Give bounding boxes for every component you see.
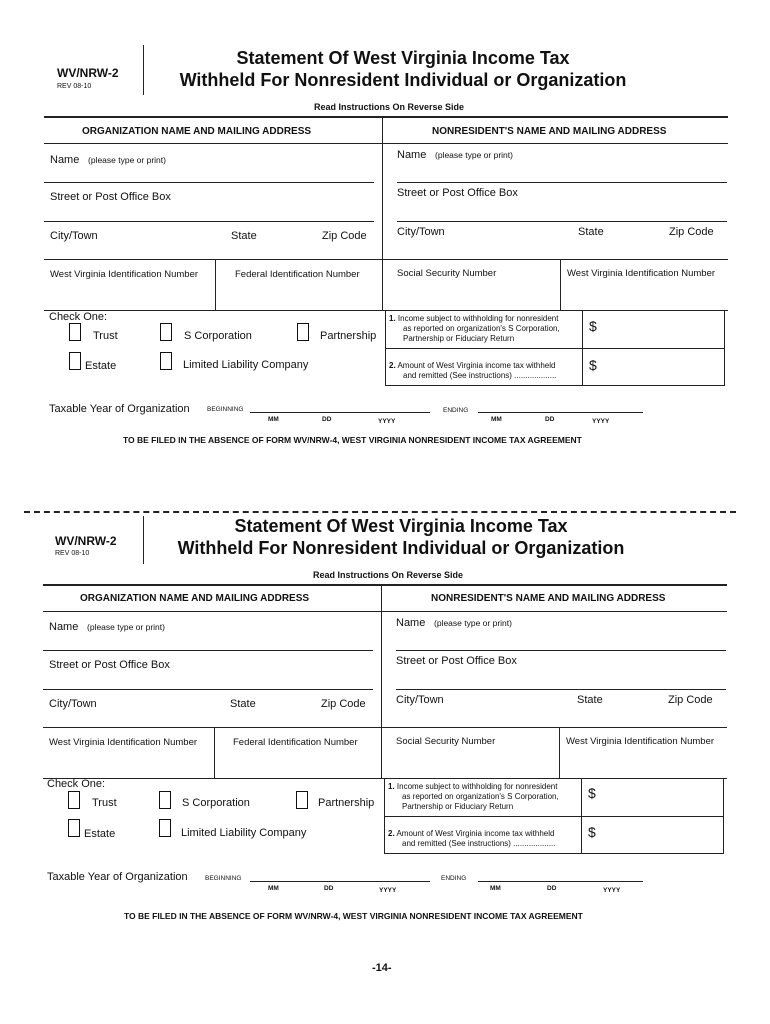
org-id-divider: [215, 259, 216, 310]
nonres-street-rule: [397, 221, 727, 222]
form-id: WV/NRW-2: [57, 66, 119, 80]
nonres-street-field[interactable]: [540, 184, 729, 204]
end-yyyy: YYYY: [592, 418, 610, 425]
trust-checkbox[interactable]: [69, 323, 81, 341]
org-street-field[interactable]: [190, 188, 379, 208]
end-dd: DD: [547, 885, 557, 892]
beginning-date-field[interactable]: [252, 398, 432, 414]
nonres-state-label: State: [578, 226, 604, 238]
org-header: ORGANIZATION NAME AND MAILING ADDRESS: [80, 593, 310, 604]
form-revision: REV 08-10: [55, 550, 90, 557]
top-rule: [44, 116, 728, 118]
nonres-id-divider: [560, 259, 561, 310]
begin-mm: MM: [268, 885, 279, 892]
begin-mm: MM: [268, 416, 279, 423]
filed-notice: TO BE FILED IN THE ABSENCE OF FORM WV/NRW-4, WEST VIRGINIA NONRESIDENT INCOME TAX AGREEMENT: [124, 911, 583, 921]
llc-label: Limited Liability Company: [181, 827, 307, 839]
line2-amount-field[interactable]: [601, 822, 723, 848]
form-title-line1: Statement Of West Virginia Income Tax: [236, 48, 570, 68]
nonres-street-label: Street or Post Office Box: [397, 187, 518, 199]
top-rule: [43, 584, 727, 586]
line2-dollar: $: [589, 357, 597, 373]
begin-yyyy: YYYY: [378, 418, 396, 425]
org-street-rule: [43, 689, 373, 690]
org-fed-id-label: Federal Identification Number: [235, 269, 360, 280]
org-header: ORGANIZATION NAME AND MAILING ADDRESS: [82, 126, 312, 137]
nonres-name-label: Name: [396, 617, 426, 629]
end-yyyy: YYYY: [603, 887, 621, 894]
partnership-checkbox[interactable]: [296, 791, 308, 809]
nonres-ssn-label: Social Security Number: [396, 736, 496, 747]
end-mm: MM: [491, 416, 502, 423]
org-street-label: Street or Post Office Box: [50, 191, 171, 203]
filed-notice: TO BE FILED IN THE ABSENCE OF FORM WV/NRW-4, WEST VIRGINIA NONRESIDENT INCOME TAX AGREEMENT: [123, 435, 582, 445]
nonres-header: NONRESIDENT'S NAME AND MAILING ADDRESS: [431, 593, 666, 604]
ending-date-field[interactable]: [480, 398, 644, 414]
nonres-name-label: Name: [397, 149, 427, 161]
line2-text: 2. Amount of West Virginia income tax withheld and remitted (See instructions) ...................: [389, 361, 557, 380]
nonres-street-field[interactable]: [540, 652, 729, 672]
org-state-label: State: [231, 230, 257, 242]
nonres-state-label: State: [577, 694, 603, 706]
org-street-field[interactable]: [190, 656, 379, 676]
ending-label: ENDING: [443, 407, 469, 414]
org-name-label: Name: [49, 621, 79, 633]
end-mm: MM: [490, 885, 501, 892]
begin-dd: DD: [322, 416, 332, 423]
form-title-line2: Withheld For Nonresident Individual or Organization: [179, 70, 627, 90]
nonres-name-field[interactable]: [540, 146, 729, 166]
org-fed-id-label: Federal Identification Number: [233, 737, 358, 748]
nonres-street-label: Street or Post Office Box: [396, 655, 517, 667]
nonres-ssn-label: Social Security Number: [397, 268, 497, 279]
nonres-city-label: City/Town: [397, 226, 445, 238]
line2-dollar: $: [588, 824, 596, 840]
estate-checkbox[interactable]: [69, 352, 81, 370]
line2-amount-field[interactable]: [602, 354, 724, 380]
org-name-field[interactable]: [190, 150, 379, 170]
llc-checkbox[interactable]: [160, 352, 172, 370]
form-copy-2: [0, 468, 770, 928]
org-id-divider: [214, 727, 215, 778]
s-corp-label: S Corporation: [182, 797, 250, 809]
org-city-label: City/Town: [49, 698, 97, 710]
org-wv-id-label: West Virginia Identification Number: [49, 737, 198, 748]
partnership-label: Partnership: [318, 797, 375, 809]
estate-label: Estate: [85, 360, 117, 372]
org-header-rule: [43, 611, 381, 612]
org-name-hint: (please type or print): [88, 155, 166, 165]
trust-label: Trust: [93, 330, 118, 342]
line1-dollar: $: [588, 785, 596, 801]
taxable-year-label: Taxable Year of Organization: [47, 871, 188, 883]
org-name-hint: (please type or print): [87, 622, 165, 632]
taxable-year-label: Taxable Year of Organization: [49, 403, 190, 415]
nonres-city-rule: [382, 259, 728, 260]
llc-label: Limited Liability Company: [183, 359, 309, 371]
form-id: WV/NRW-2: [55, 534, 117, 548]
check-one-label: Check One:: [49, 311, 108, 323]
line1-amount-field[interactable]: [601, 784, 723, 810]
nonres-street-rule: [396, 689, 726, 690]
trust-label: Trust: [92, 797, 117, 809]
org-name-rule: [44, 182, 374, 183]
nonres-city-label: City/Town: [396, 694, 444, 706]
org-header-rule: [44, 143, 382, 144]
nonres-city-rule: [381, 727, 727, 728]
org-name-field[interactable]: [190, 618, 379, 638]
begin-dd: DD: [324, 885, 334, 892]
beginning-date-field[interactable]: [252, 867, 432, 883]
trust-checkbox[interactable]: [68, 791, 80, 809]
nonres-wv-id-label: West Virginia Identification Number: [566, 736, 715, 747]
s-corp-label: S Corporation: [184, 330, 252, 342]
nonres-header: NONRESIDENT'S NAME AND MAILING ADDRESS: [432, 126, 667, 137]
org-wv-id-label: West Virginia Identification Number: [50, 269, 199, 280]
nonres-name-field[interactable]: [540, 614, 729, 634]
form-title-line1: Statement Of West Virginia Income Tax: [234, 516, 568, 536]
org-city-rule: [44, 259, 382, 260]
org-street-label: Street or Post Office Box: [49, 659, 170, 671]
line2-text: 2. Amount of West Virginia income tax withheld and remitted (See instructions) ...................: [388, 829, 556, 848]
line1-amount-field[interactable]: [602, 316, 724, 342]
line1-text: 1. Income subject to withholding for nonresident as reported on organization's S Corporation, Partnership or Fiduciary Return: [388, 782, 559, 811]
partnership-label: Partnership: [320, 330, 377, 342]
org-city-label: City/Town: [50, 230, 98, 242]
form-title-line2: Withheld For Nonresident Individual or Organization: [177, 538, 625, 558]
line1-dollar: $: [589, 318, 597, 334]
estate-label: Estate: [84, 828, 116, 840]
ending-label: ENDING: [441, 875, 467, 882]
form-copy-1: [0, 0, 770, 460]
s-corp-checkbox[interactable]: [160, 323, 172, 341]
nonres-wv-id-label: West Virginia Identification Number: [567, 268, 716, 279]
org-state-label: State: [230, 698, 256, 710]
estate-checkbox[interactable]: [68, 819, 80, 837]
instructions-note: Read Instructions On Reverse Side: [313, 570, 464, 580]
begin-yyyy: YYYY: [379, 887, 397, 894]
org-zip-label: Zip Code: [321, 698, 366, 710]
form-revision: REV 08-10: [57, 83, 92, 90]
line1-text: 1. Income subject to withholding for nonresident as reported on organization's S Corporation, Partnership or Fiduciary Return: [389, 314, 560, 343]
beginning-label: BEGINNING: [207, 406, 244, 413]
ending-date-field[interactable]: [480, 867, 644, 883]
nonres-name-rule: [396, 650, 726, 651]
org-zip-label: Zip Code: [322, 230, 367, 242]
column-divider: [382, 116, 383, 310]
check-one-label: Check One:: [47, 778, 106, 790]
org-street-rule: [44, 221, 374, 222]
instructions-note: Read Instructions On Reverse Side: [314, 102, 465, 112]
org-name-rule: [43, 650, 373, 651]
amounts-divider-h: [385, 348, 725, 349]
amounts-divider-h: [384, 816, 724, 817]
nonres-name-hint: (please type or print): [435, 150, 513, 160]
s-corp-checkbox[interactable]: [159, 791, 171, 809]
nonres-zip-label: Zip Code: [668, 694, 713, 706]
column-divider: [381, 584, 382, 778]
beginning-label: BEGINNING: [205, 875, 242, 882]
page-number: -14-: [372, 962, 392, 974]
nonres-zip-label: Zip Code: [669, 226, 714, 238]
nonres-header-rule: [382, 143, 728, 144]
partnership-checkbox[interactable]: [297, 323, 309, 341]
nonres-name-rule: [397, 182, 727, 183]
llc-checkbox[interactable]: [159, 819, 171, 837]
nonres-id-divider: [559, 727, 560, 778]
nonres-name-hint: (please type or print): [434, 618, 512, 628]
end-dd: DD: [545, 416, 555, 423]
org-name-label: Name: [50, 154, 80, 166]
org-city-rule: [43, 727, 381, 728]
nonres-header-rule: [381, 611, 727, 612]
